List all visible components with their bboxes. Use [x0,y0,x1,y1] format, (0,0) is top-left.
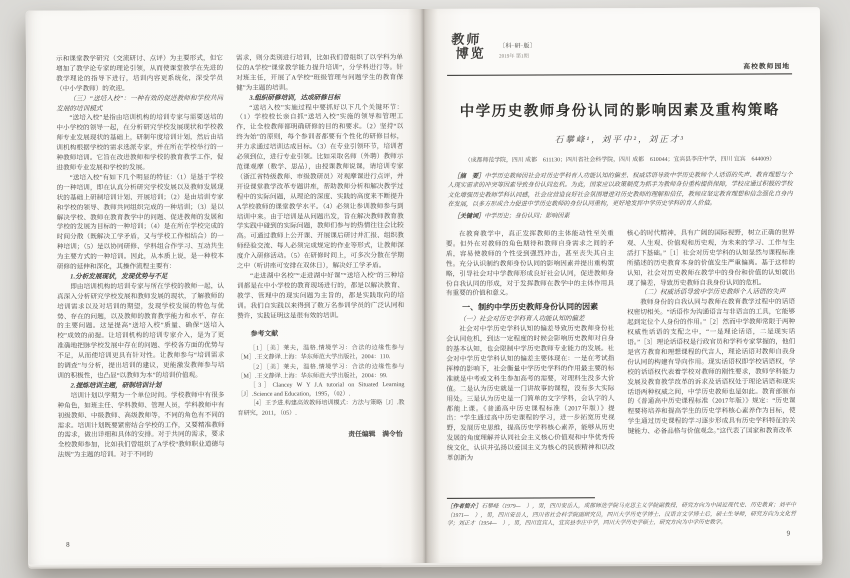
journal-name-line: 博览 [455,45,487,61]
right-page-columns [446,228,796,466]
reference-item: ［2］［美］莱夫，温格.情境学习：合法的边缘性参与［M］.王文静译.上海：华东师范大学出版社，2004：99. [237,363,405,380]
numbered-heading: 1.分析发展现状，发现优势与不足 [70,273,168,281]
article-title: 中学历史教师身份认同的影响因素及重构策略 [459,102,780,120]
keywords-text: 中学历史；身份认同；影响因素 [484,212,570,220]
abstract-label: ［摘 要］ [453,173,485,180]
authors-line: 石攀峰¹，刘平中²，刘正才³ [554,133,686,145]
subsection-heading: （二）权威话语导致中学历史教师个人话语的失声 [640,288,786,297]
reference-item: ［4］王予进.构建高效教师培训模式：方法与策略［J］.教育研究，2011，（05）. [237,400,405,417]
journal-logo [450,33,486,60]
left-page-column-1 [56,54,225,543]
reference-item: ［1］［美］莱夫，温格.情境学习：合法的边缘性参与［M］.王文静译.上海：华东师范大学出版社，2004：110. [237,345,405,362]
footnote-rule [447,497,595,499]
section-heading: 一、制约中学历史教师身份认同的因素 [462,302,599,313]
body-paragraph: “送培入校”有如下几个明显的特征：（1）是基于学校的一种培训，即在认真分析研究学校发展以及教师发展现状的基础上研制培训计划、开展培训；（2）是由培训专家和学校的领导、教师共同组织完成的一种培训；（3）是以解决学校、教师在教育教学中的问题、促进教师的发展和学校的发展为目标的一种培训；（4）是在所在学校完成的时间分散（既解决工学矛盾，又与学校工作相结合）的一种培训；（5）是以协同研修、学科组合作学习、互动共生为主要方式的一种培训。因此，从本质上说，是一种校本研修的延伸和深化，其操作流程主要有： [56,173,224,271]
author-bio-body: 石攀峰（1979— ），男，四川安岳人，成都师范学院马克思主义学院副教授，研究方向为中国近现代史、历史教育；刘平中（1971— ），男，四川安岳人，四川省社会科学院副研究员，四川大学历史学博士、汉语言文学博士后，硕士生导师，研究方向为文化哲学；刘正才（1954— ），男，四川宜宾人，宜宾县李庄中学，四川大学历史学硕士，研究方向为中学历史教学。 [446,502,797,528]
body-paragraph: 即由培训机构的培训专家与所在学校的教师一起，认真深入分析研究学校发展和教师发展的现状，了解教师的培训需求以及对培训的期望，发现学校发展的特色与优势、存在的问题，以及教师的教育教学能力和水平、存在的主要问题。这是提高“送培入校”质量、确保“送培入校”成效的前提。让培训机构的培训专家介入，是为了更准确地把脉学校发展中存在的问题、学校各方面的优势与不足，从而使培训更具有针对性。让教师参与“培训需求的调查”与分析，提出培训的建议，更能激发教师参与培训的积极性，也凸显“以教师为本”的培训价值观。 [57,282,225,380]
keywords [448,211,793,222]
body-paragraph: 需求，则分类别进行培训，比如我们曾组织了以学科为单位的A学校“课堂教学能力提升培训”，分学科进行等。针对班主任，开展了A学校“班级管理与问题学生的教育保健”为主题的培训。 [235,54,404,92]
reference-item: ［3］Clancey W Y J.A tutorial on Situated Learning［J］.Science and Education，1995，（02）. [237,382,405,399]
author-bio-label: ［作者简介］ [446,503,482,511]
affiliation-line: （成都师范学院，四川 成都 611130；四川省社会科学院，四川 成都 610044；宜宾县李庄中学，四川 宜宾 644009） [464,156,776,164]
body-paragraph: 在教育教学中，真正发挥教师的主体能动性至关重要。但外在对教师的角色期待和教师自身需求之间的矛盾，容易使教师的个性受到强烈冲击，甚至丧失其自主性。充分认识制约教师身份认同的影响因素并提出重构策略，引导社会对中学教师形成良好社会认同，促进教师身份自我认同的形成，对于发挥教师在教学中的主体作用具有重要的价值和意义。 [445,230,615,298]
references-heading: 参考文献 [250,331,279,339]
body-paragraph: “送培入校”是指由培训机构的培训专家与需要送培的中小学校的领导一起，在分析研究学校发展现状和学校教师专业发展现状的基础上，研制年度培训计划，然后由培训机构根据学校的需求选派专家，并在所在学校举行的一种教师培训。它旨在改进教师和学校的教育教学工作，促进教师专业发展和学校的发展。 [56,114,224,172]
author-bio [447,497,796,529]
left-page-columns [56,53,405,543]
subsection-heading: （一）社会对历史学科育人功能认知的偏差 [459,315,585,324]
right-page-column-1 [446,229,615,466]
numbered-heading: 3.组织研修培训，达成研修目标 [249,93,341,102]
right-page [423,7,822,563]
journal-header [447,23,792,76]
editor-credit: 责任编辑 满令怡 [348,430,403,439]
body-paragraph: “走进湖中名校”“走进湖中好课”“送培入校”的三种培训都是在中小学校的教育现场进行的，都是以解决教育、教学、管理中的现实问题为主旨的，都是实践取向的培训。我们自实践以来得到了数万名参训学员的广泛认同和赞许，实践证明这是很有效的培训。 [236,272,405,320]
body-paragraph: 核心的时代精神，具有广阔的国际视野，树立正确的世界观、人生观、价值观和历史观，为未来的学习、工作与生活打下基础。”［1］社会对历史学科的认知显然与课程标准所描述的历史教育本身的价值发生严重偏离。基于这样的认知，社会对历史教师在教学中的身份和价值的认知就出现了偏差，导致历史教师自我身份认同的危机。 [626,229,795,287]
body-paragraph: 示和课堂教学研究（交流研讨、点评）为主要形式，但它增加了教学论专家的理论引领，从而使课堂教学在先进的教学理论的指导下进行，培训内容更系统化，深受学员（中小学教师）的欢迎。 [55,54,224,93]
left-page-column-2 [236,53,405,542]
issue-label: 2019年 第1期 [498,53,529,60]
column-section-label: 高校教师园地 [743,63,791,71]
body-paragraph: 培训计划以学期为一个单位时间。学校教师中有很多种角色，如班主任、学科教师、管理人员，学科教师中有初级教师、中级教师、高级教师等，不同的角色有不同的需求。培训计划既要紧密结合学校的工作，又要精准教师的需求，做出详细和具体的安排。对于共同的需求，要求全校教师参加，比如我们曾组织了A学校“教师职业道德与法规”为主题的培训。对于不同的 [57,391,225,459]
journal-edition [499,41,537,60]
body-paragraph: 社会对中学历史学科认知的偏差导致历史教师身份社会认同危机，到达一定程度的时候会影响历史教师对自身的基本认知，也会限制中学历史教师专业能力的发展。社会对中学历史学科认知的偏差主要体现在：一是在考试指挥棒的影响下，社会衡量中学历史学科的作用最主要的标准就是中考或文科生参加高考的需要，对理科生没多大价值。二是认为历史就是一门讲故事的课程，没有多大实际用处。三是认为历史是一门简单的文字学科，会认字的人都能上课。《普通高中历史课程标准（2017年版）》提出：“学生通过高中历史课程的学习，进一步拓宽历史视野，发展历史思维，提高历史学科核心素养，能够从历史发展的角度理解并认同社会主义核心价值观和中华优秀传统文化，认识并弘扬以爱国主义为核心的民族精神和以改革创新为 [446,325,615,462]
journal-spread [26,7,822,564]
abstract-text: 中学历史教师因社会对历史学科育人功能认知的偏差、权威话语导致中学历史教师个人话语的失声、教育理想与个人现实需求的冲突等因素导致身份认同危机。为此，国家应以政策制度为抓手为教师身份重构提供保障，学校应通过积极的学校文化增强历史教师学科认同感，社会应营造良好社会氛围增进对历史教师的理解和信任，教师应坚定教育理想和信念强化自身内在发展，以多方形成合力促进中学历史教师的身份认同重构，更好地发挥中学历史学科的育人价值。 [447,172,793,209]
abstract [448,171,793,210]
subsection-heading: （三）“送培入校”：一种有效的促进教师和学校共同发展的培训模式 [56,94,224,113]
numbered-heading: 2.提炼培训主题，研制培训计划 [70,382,162,390]
journal-name-line: 教师 [450,31,482,47]
page-number: 9 [786,529,791,538]
right-page-column-2 [627,228,796,465]
left-page [26,9,425,565]
page-number: 8 [66,540,70,549]
author-bio-text [447,502,796,529]
body-paragraph: 教师身份的自我认同与教师在教育教学过程中的话语权密切相关。“话语作为沟通语言与非语言的工具，它能够起到定位个人身份的作用。”［2］然而中学教师常限于两种权威性话语的支配之中，“一是理论话语，二是现实话语。”［3］理论话语权是行政官员和学科专家掌握的，他们是官方教育和理想课程的代言人，理论话语对教师自我身份认同的构建有导向作用。现实话语权即学校话语权，学校的话语权代表着学校对教师的刚性要求，教师学科能力发展及教育教学改革的诉求及话语权处于理论话语和现实话语两种权威之间，中学历史教师也是如此。教育部颁布的《普通高中历史课程标准（2017年版）》规定：“历史课程要将培养和提高学生的历史学科核心素养作为目标，使学生通过历史课程的学习逐步形成具有历史学科特征的关键能力、必备品格与价值观念。”这代表了国家和教育改革 [627,298,796,436]
edition-tag: 〔科·研·版〕 [498,43,537,50]
body-paragraph: “送培入校”实施过程中要抓好以下几个关键环节：（1）学校校长亲自抓“送培入校”实施的领导和管理工作，让全校教师都明确研修的目的和要求。（2）坚持“以终为始”的原则，每个参训者都要有个性化的研修目标，并力求通过培训达成目标。（3）在专业引领环节，培训者必须到位，进行专业引领。比如采取名师（外聘）教师示范课观摩（数学、思品），由授课教师说课，请培训专家（浙江省特级教师、市级教研员）对观摩课进行点评，并开设课堂教学改革专题讲座，帮助教师分析和解决教学过程中的实际问题，从理论的深度、实践的高度来不断提升A学校教师的课堂教学水平。（4）必须让参训教师参与到培训中来。由于培训是从问题出发，旨在解决教师教育教学实践中碰到的实际问题，教师们参与的热情往往会比较高。可通过教师上公开课、开展课后研讨并汇报、组织教师经验交流、每人必须完成规定的作业等形式，让教师深度介入研修活动。（5）在研修时间上，可多次分散在学期之中（听讲座可安排在双休日），解决好工学矛盾。 [236,103,404,270]
keywords-label: ［关键词］ [453,213,485,220]
